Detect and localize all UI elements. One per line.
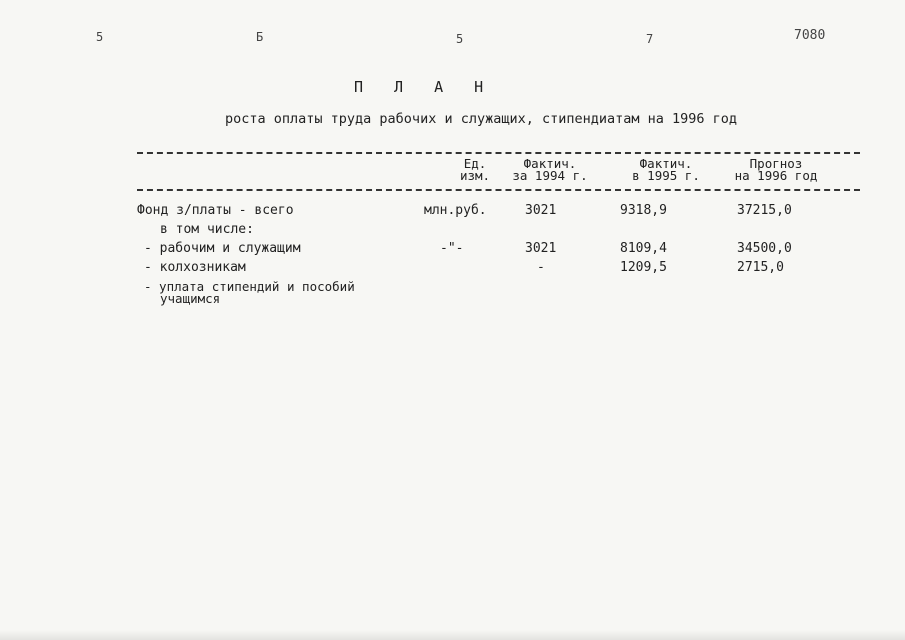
row-unit: -"- (440, 241, 464, 256)
page-number: 7080 (794, 28, 826, 43)
column-header-1996: Прогноз на 1996 год (734, 156, 818, 183)
row-value-1995: 8109,4 (620, 241, 667, 256)
column-header-unit: Ед. изм. (459, 156, 491, 183)
page-subtitle: роста оплаты труда рабочих и служащих, стипендиатам на 1996 год (225, 111, 738, 127)
table-top-rule (137, 152, 860, 154)
row-label: в том числе: (160, 222, 254, 237)
row-value-1994: 3021 (525, 203, 557, 218)
row-label: - колхозникам (144, 260, 246, 275)
row-value-1995: 9318,9 (620, 203, 667, 218)
row-value-1996: 34500,0 (737, 241, 792, 256)
page-edge (0, 630, 905, 640)
row-value-1996: 37215,0 (737, 203, 792, 218)
page-title: П Л А Н (354, 78, 495, 96)
row-value-1994: 3021 (525, 241, 557, 256)
row-unit: млн.руб. (424, 203, 487, 218)
row-label-continued: учащимся (160, 291, 221, 306)
corner-mark: 5 (96, 30, 104, 44)
row-label: - рабочим и служащим (144, 241, 301, 256)
row-value-1996: 2715,0 (737, 260, 784, 275)
row-value-1994: - (537, 260, 545, 275)
row-label: Фонд з/платы - всего (137, 203, 294, 218)
column-header-1995: Фактич. в 1995 г. (632, 156, 700, 183)
corner-mark: 5 (456, 32, 464, 46)
corner-mark: 7 (646, 32, 654, 46)
column-header-1994: Фактич. за 1994 г. (512, 156, 588, 183)
row-label: - уплата стипендий и пособий (144, 279, 355, 294)
table-header-rule (137, 189, 860, 191)
corner-mark: Б (256, 30, 264, 44)
row-value-1995: 1209,5 (620, 260, 667, 275)
